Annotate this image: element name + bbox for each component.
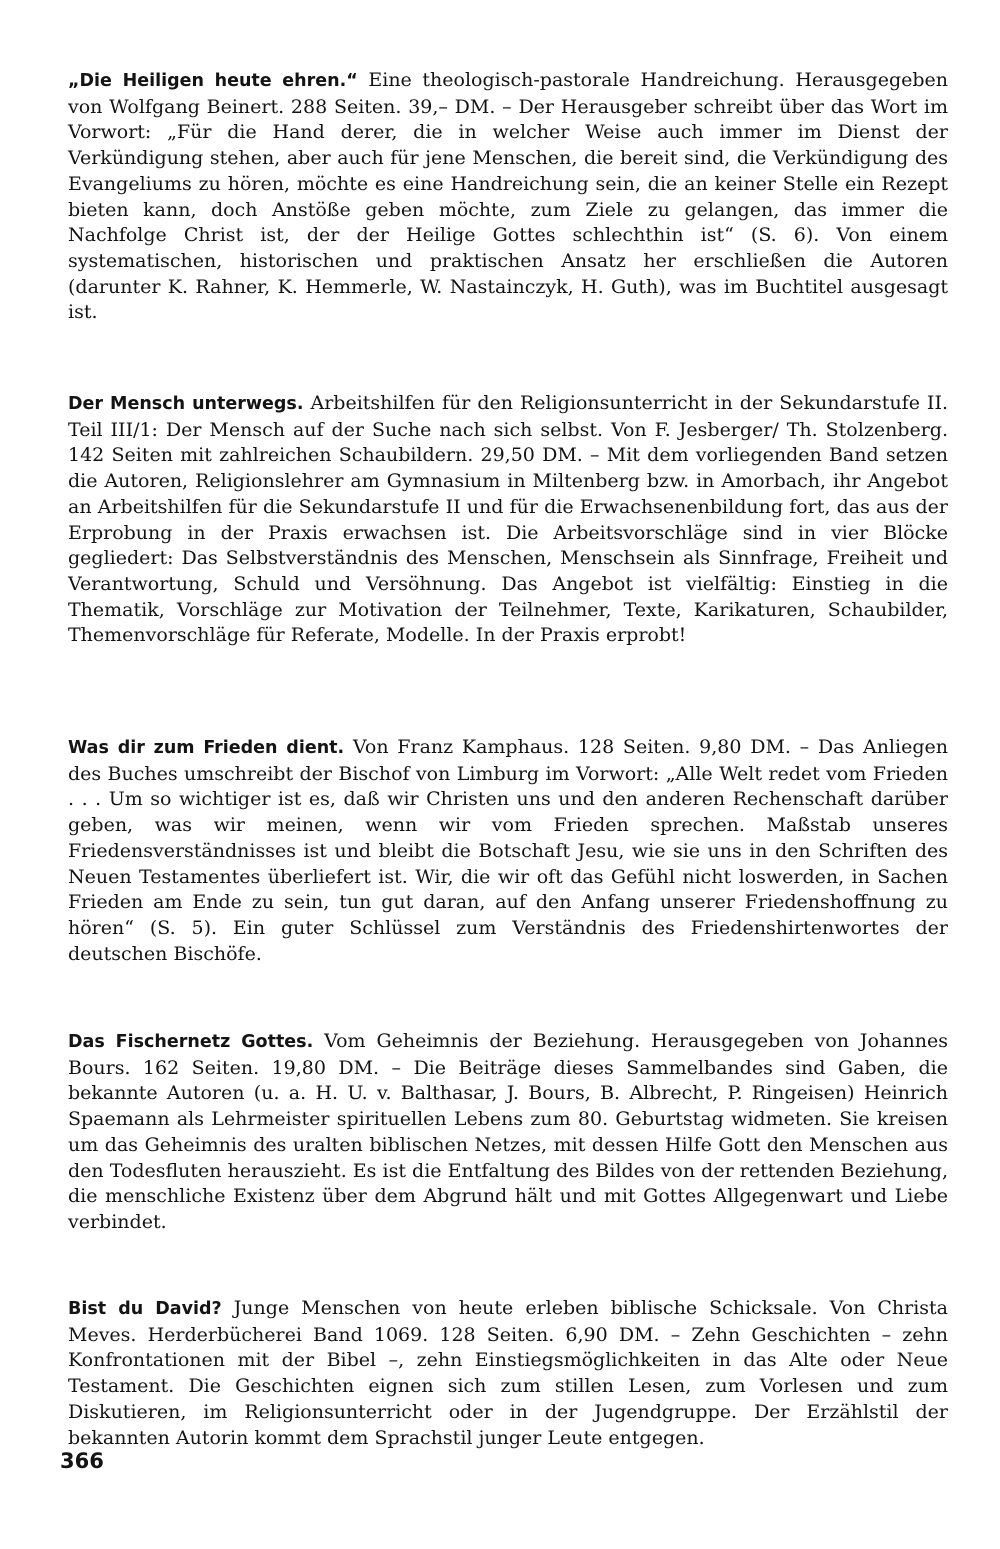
book-title: „Die Heiligen heute ehren.“ [68, 71, 358, 91]
review-text: Eine theologisch-pastorale Handreichung. Herausgegeben von Wolfgang Beinert. 288 Seiten. 39,– DM. – Der Herausgeber schreibt über das Wort im Vorwort: „Für die Hand derer, die in welcher Weise auch immer im Dienst der Verkündigung stehen, aber auch für jene Menschen, die bereit sind, die Verkündigung des Evangeliums zu hören, möchte es eine Handreichung sein, die an keiner Stelle ein Rezept bieten kann, doch Anstöße geben möchte, zum Ziele zu gelangen, das immer die Nachfolge Christ ist, der der Heilige Gottes schlechthin ist“ (S. 6). Von einem systematischen, historischen und praktischen Ansatz her erschließen die Autoren (darunter K. Rahner, K. Hemmerle, W. Nastainczyk, H. Guth), was im Buchtitel ausgesagt ist. [68, 69, 948, 324]
review-text: Arbeitshilfen für den Religionsunterricht in der Sekundarstufe II. Teil III/1: Der Mensch auf der Suche nach sich selbst. Von F. Jesberger/ Th. Stolzenberg. 142 Seiten mit zahlreichen Schaubildern. 29,50 DM. – Mit dem vorliegenden Band setzen die Autoren, Religionslehrer am Gymnasium in Miltenberg bzw. in Amorbach, ihr Angebot an Arbeitshilfen für die Sekundarstufe II und für die Erwachsenenbildung fort, das aus der Erprobung in der Praxis erwachsen ist. Die Arbeitsvorschläge sind in vier Blöcke gegliedert: Das Selbstverständnis des Menschen, Menschsein als Sinnfrage, Freiheit und Verantwortung, Schuld und Versöhnung. Das Angebot ist vielfältig: Einstieg in die Thematik, Vorschläge zur Motivation der Teilnehmer, Texte, Karikaturen, Schaubilder, Themenvorschläge für Referate, Modelle. In der Praxis erprobt! [68, 392, 948, 647]
review-text: Vom Geheimnis der Beziehung. Herausgegeben von Johannes Bours. 162 Seiten. 19,80 DM. – Die Beiträge dieses Sammelbandes sind Gaben, die bekannte Autoren (u. a. H. U. v. Balthasar, J. Bours, B. Albrecht, P. Ringeisen) Heinrich Spaemann als Lehrmeister spirituellen Lebens zum 80. Geburtstag widmeten. Sie kreisen um das Geheimnis des uralten biblischen Netzes, mit dessen Hilfe Gott den Menschen aus den Todesfluten herauszieht. Es ist die Entfaltung des Bildes von der rettenden Beziehung, die menschliche Existenz über dem Abgrund hält und mit Gottes Allgegenwart und Liebe verbindet. [68, 1030, 948, 1233]
book-title: Was dir zum Frieden dient. [68, 738, 345, 758]
book-review-entry [68, 735, 948, 967]
book-review-entry [68, 1296, 948, 1451]
book-title: Das Fischernetz Gottes. [68, 1032, 314, 1052]
page-number: 366 [60, 1449, 104, 1473]
book-review-entry [68, 68, 948, 326]
review-text: Von Franz Kamphaus. 128 Seiten. 9,80 DM. – Das Anliegen des Buches umschreibt der Bischof von Limburg im Vorwort: „Alle Welt redet vom Frieden . . . Um so wichtiger ist es, daß wir Christen uns und den anderen Rechenschaft darüber geben, was wir meinen, wenn wir vom Frieden sprechen. Maßstab unseres Friedensverständnisses ist und bleibt die Botschaft Jesu, wie sie uns in den Schriften des Neuen Testamentes überliefert ist. Wir, die wir oft das Gefühl nicht loswerden, in Sachen Frieden am Ende zu sein, tun gut daran, auf den Anfang unserer Friedenshoffnung zu hören“ (S. 5). Ein guter Schlüssel zum Verständnis des Friedenshirtenwortes der deutschen Bischöfe. [68, 736, 948, 965]
book-review-entry [68, 391, 948, 649]
book-title: Der Mensch unterwegs. [68, 394, 304, 414]
review-text: Junge Menschen von heute erleben biblische Schicksale. Von Christa Meves. Herderbücherei Band 1069. 128 Seiten. 6,90 DM. – Zehn Geschichten – zehn Konfrontationen mit der Bibel –, zehn Einstiegsmöglichkeiten in das Alte oder Neue Testament. Die Geschichten eignen sich zum stillen Lesen, zum Vorlesen und zum Diskutieren, im Religionsunterricht oder in der Jugendgruppe. Der Erzählstil der bekannten Autorin kommt dem Sprachstil junger Leute entgegen. [68, 1297, 948, 1449]
book-review-entry [68, 1029, 948, 1236]
book-title: Bist du David? [68, 1299, 222, 1319]
